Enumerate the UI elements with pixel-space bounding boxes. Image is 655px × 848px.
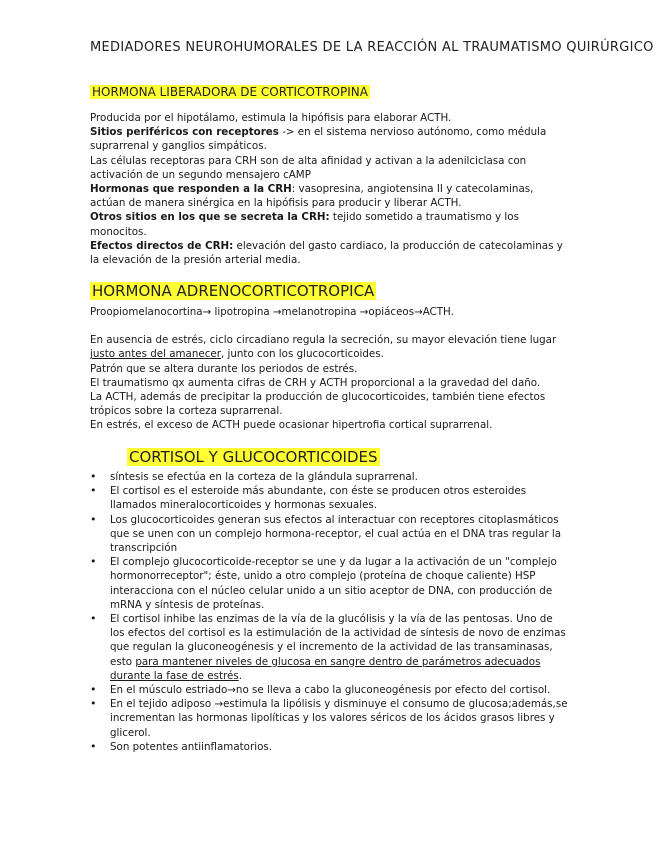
cortisol-heading-text: CORTISOL Y GLUCOCORTICOIDES [129, 448, 378, 466]
crh-paragraph [90, 125, 570, 153]
list-item: • El complejo glucocorticoide-receptor se une y da lugar a la activación de un "complejo hormonorreceptor"; éste, unido a otro complejo (proteína de choque caliente) HSP interacciona con el núcleo celular unido a un sitio aceptor de DNA, con producción de mRNA y síntesis de proteínas. [90, 555, 570, 612]
acth-paragraph [90, 333, 570, 361]
acth-heading-text: HORMONA ADRENOCORTICOTROPICA [92, 282, 375, 300]
crh-paragraph [90, 239, 570, 267]
list-item: • En el músculo estriado→no se lleva a cabo la gluconeogénesis por efecto del cortisol. [90, 683, 570, 697]
crh-paragraph: Producida por el hipotálamo, estimula la hipófisis para elaborar ACTH. [90, 112, 452, 124]
acth-paragraph: La ACTH, además de precipitar la producción de glucocorticoides, también tiene efectos trópicos sobre la corteza suprarrenal. [90, 391, 546, 418]
section-crh-body [90, 111, 570, 267]
list-item: • Los glucocorticoides generan sus efectos al interactuar con receptores citoplasmáticos que se unen con un complejo hormona-receptor, el cual actúa en el DNA tras regular la transcripción [90, 513, 570, 556]
crh-paragraph [90, 210, 570, 238]
blank-line [90, 319, 570, 333]
acth-paragraph: En estrés, el exceso de ACTH puede ocasionar hipertrofia cortical suprarrenal. [90, 419, 493, 432]
crh-text: elevación del gasto cardiaco, la producción de catecolaminas y la elevación de la presión arterial media. [90, 239, 563, 267]
list-item [90, 612, 570, 683]
list-item: • En el tejido adiposo →estimula la lipólisis y disminuye el consumo de glucosa;además,se incrementan las hormonas lipolíticas y los valores séricos de los ácidos grasos libres y glicerol. [90, 697, 570, 740]
acth-text: En ausencia de estrés, ciclo circadiano regula la secreción, su mayor elevación tiene lugar [90, 334, 557, 347]
list-item: • El cortisol es el esteroide más abundante, con éste se producen otros esteroides llamados mineralocorticoides y hormonas sexuales. [90, 484, 570, 512]
crh-label: Otros sitios en los que se secreta la CRH: [90, 211, 330, 224]
list-item: • Son potentes antiinflamatorios. [90, 740, 570, 754]
acth-text: , junto con los glucocorticoides. [220, 348, 384, 361]
crh-text: tejido sometido a traumatismo y los monocitos. [90, 211, 519, 238]
section-heading-acth [90, 282, 376, 300]
acth-paragraph: Proopiomelanocortina→ lipotropina →melanotropina →opiáceos→ACTH. [90, 306, 454, 318]
cortisol-bullet-list [90, 470, 570, 754]
crh-text: : vasopresina, angiotensina II y catecolaminas, actúan de manera sinérgica en la hipófisis para producir y liberar ACTH. [90, 183, 534, 210]
cortisol-text: El cortisol inhibe las enzimas de la vía de la glucólisis y la vía de las pentosas. Uno de los efectos del cortisol es la estimulación de la actividad de síntesis de novo de enzimas que regulan la gluconeogénesis y el incremento de la actividad de las transaminasas, esto [110, 613, 566, 668]
acth-underlined-text: justo antes del amanecer [90, 348, 221, 361]
acth-paragraph: Patrón que se altera durante los periodos de estrés. [90, 362, 358, 375]
cortisol-text: . [238, 669, 242, 682]
crh-label: Sitios periféricos con receptores [90, 126, 279, 139]
crh-paragraph: Las células receptoras para CRH son de alta afinidad y activan a la adenilciclasa con activación de un segundo mensajero cAMP [90, 154, 527, 181]
crh-text: -> en el sistema nervioso autónomo, como médula suprarrenal y ganglios simpáticos. [90, 126, 547, 153]
crh-paragraph [90, 182, 570, 210]
section-heading-cortisol [127, 448, 380, 466]
crh-label: Hormonas que responden a la CRH [90, 183, 292, 196]
cortisol-underlined-text: para mantener niveles de glucosa en sangre dentro de parámetros adecuados durante la fase de estrés [110, 655, 541, 682]
crh-heading-text: HORMONA LIBERADORA DE CORTICOTROPINA [92, 85, 368, 99]
crh-label: Efectos directos de CRH: [90, 239, 234, 252]
acth-paragraph: El traumatismo qx aumenta cifras de CRH y ACTH proporcional a la gravedad del daño. [90, 376, 541, 389]
document-title: MEDIADORES NEUROHUMORALES DE LA REACCIÓN AL TRAUMATISMO QUIRÚRGICO [90, 40, 654, 55]
section-heading-crh [90, 85, 370, 99]
section-acth-body [90, 305, 570, 433]
list-item: • síntesis se efectúa en la corteza de la glándula suprarrenal. [90, 470, 570, 484]
section-cortisol-body [90, 470, 570, 754]
